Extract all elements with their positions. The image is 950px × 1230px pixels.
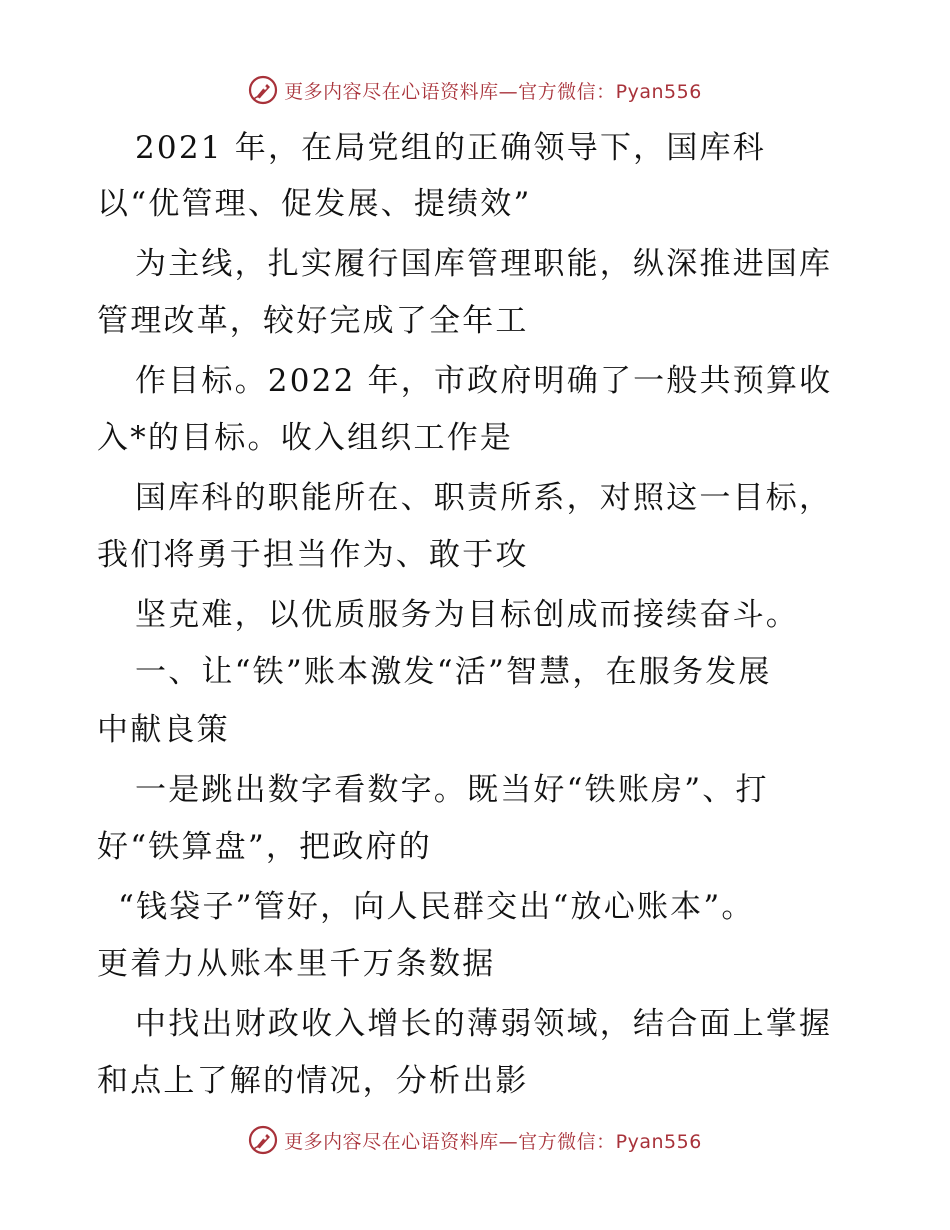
body-line: 2021 年，在局党组的正确领导下，国库科 (135, 130, 766, 166)
body-line: 为主线，扎实履行国库管理职能，纵深推进国库 (135, 246, 833, 282)
section-heading: 一、让“铁”账本激发“活”智慧，在服务发展 (135, 654, 772, 690)
header-watermark-text: 更多内容尽在心语资料库—官方微信：Pyan556 (284, 80, 702, 103)
body-line: 管理改革，较好完成了全年工 (97, 303, 529, 339)
body-line: 一是跳出数字看数字。既当好“铁账房”、打 (135, 772, 769, 808)
footer-watermark-text: 更多内容尽在心语资料库—官方微信：Pyan556 (284, 1130, 702, 1153)
pen-nib-logo-icon (248, 1125, 278, 1155)
body-line: 入*的目标。收入组织工作是 (97, 420, 514, 456)
body-line: 作目标。2022 年，市政府明确了一般共预算收 (135, 363, 833, 399)
body-line: 坚克难，以优质服务为目标创成而接续奋斗。 (135, 597, 799, 633)
pen-nib-logo-icon (248, 75, 278, 105)
body-line: 以“优管理、促发展、提绩效” (97, 186, 532, 222)
body-line: 更着力从账本里千万条数据 (97, 946, 496, 982)
body-line: 中找出财政收入增长的薄弱领域，结合面上掌握 (135, 1006, 833, 1042)
section-heading-continued: 中献良策 (97, 712, 230, 748)
body-line: 和点上了解的情况，分析出影 (97, 1063, 529, 1099)
header-watermark-banner (0, 72, 950, 108)
footer-watermark-banner (0, 1122, 950, 1158)
body-line: 国库科的职能所在、职责所系，对照这一目标， (135, 480, 833, 516)
body-line: 我们将勇于担当作为、敢于攻 (97, 537, 529, 573)
body-line: “钱袋子”管好，向人民群交出“放心账本”。 (118, 889, 755, 925)
body-line: 好“铁算盘”，把政府的 (97, 829, 432, 865)
